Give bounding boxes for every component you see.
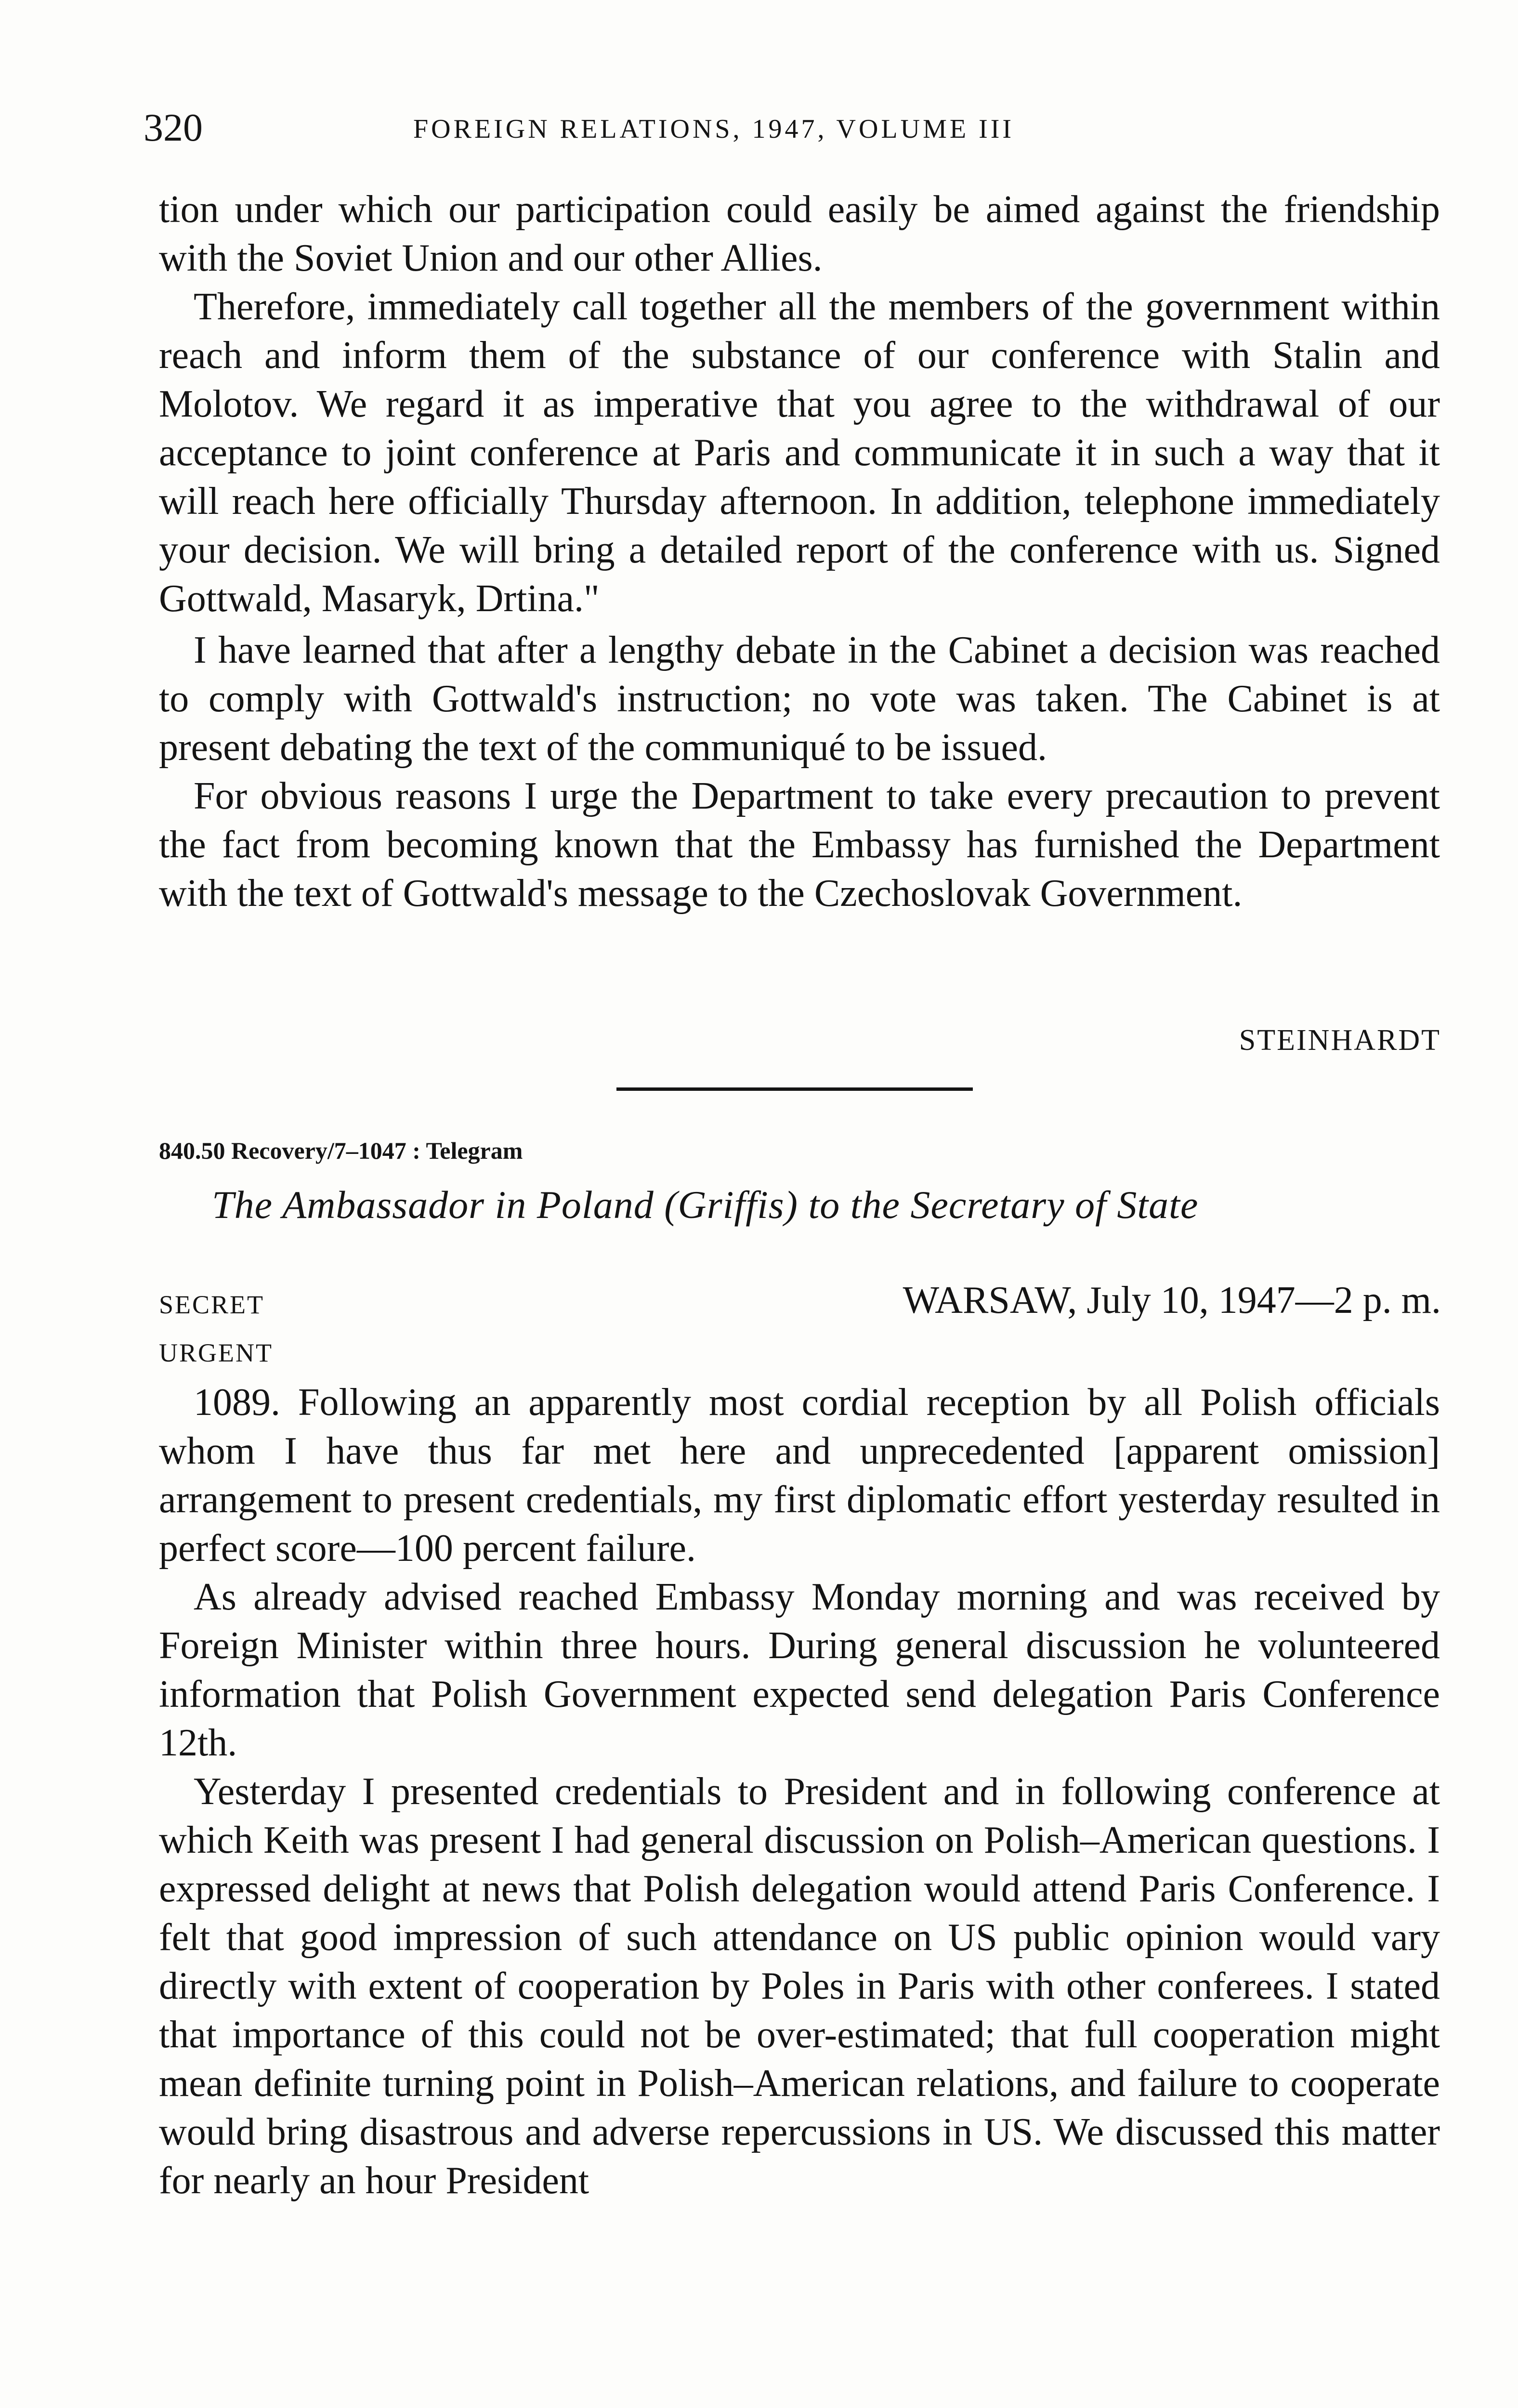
- file-reference: 840.50 Recovery/7–1047 : Telegram: [159, 1137, 523, 1164]
- telegram-continuation: [159, 185, 1440, 623]
- telegram-body: [159, 1378, 1440, 2205]
- paragraph: 1089. Following an apparently most cordial reception by all Polish officials whom I have thus far met here and unprecedented [apparent omission] arrangement to present credentials, my first diplomatic effort yesterday resulted in perfect score—100 percent failure.: [159, 1381, 1440, 1570]
- page-header: [144, 105, 1444, 158]
- paragraph: As already advised reached Embassy Monday morning and was received by Foreign Minister within three hours. During general discussion he volunteered information that Polish Government expected send delegation Paris Conference 12th.: [159, 1576, 1440, 1764]
- paragraph: tion under which our participation could easily be aimed against the friendship with the Soviet Union and our other Allies.: [159, 188, 1440, 279]
- paragraph: I have learned that after a lengthy debate in the Cabinet a decision was reached to comply with Gottwald's instruction; no vote was taken. The Cabinet is at present debating the text of the communiqué to be issued.: [159, 629, 1440, 769]
- document-title: The Ambassador in Poland (Griffis) to the Secretary of State: [212, 1183, 1199, 1227]
- section-divider: [616, 1087, 973, 1091]
- paragraph: For obvious reasons I urge the Department to take every precaution to prevent the fact from becoming known that the Embassy has furnished the Department with the text of Gottwald's message to the Czechoslovak Government.: [159, 775, 1440, 915]
- paragraph: Therefore, immediately call together all the members of the government within reach and inform them of the substance of our conference with Stalin and Molotov. We regard it as imperative that you agree to the withdrawal of our acceptance to joint conference at Paris and communicate it in such a way that it will reach here officially Thursday afternoon. In addition, telephone immediately your decision. We will bring a detailed report of the conference with us. Signed Gottwald, Masaryk, Drtina.": [159, 286, 1440, 620]
- classification-urgent: URGENT: [159, 1338, 273, 1367]
- paragraph: Yesterday I presented credentials to President and in following conference at which Keith was present I had general discussion on Polish–American questions. I expressed delight at news that Polish delegation would attend Paris Conference. I felt that good impression of such attendance on US public opinion would vary directly with extent of cooperation by Poles in Paris with other conferees. I stated that importance of this could not be over-estimated; that full cooperation might mean definite turning point in Polish–American relations, and failure to cooperate would bring disastrous and adverse repercussions in US. We discussed this matter for nearly an hour President: [159, 1770, 1440, 2202]
- ambassador-commentary: [159, 626, 1440, 918]
- dateline: WARSAW, July 10, 1947—2 p. m.: [903, 1279, 1441, 1322]
- page-number: 320: [144, 105, 203, 149]
- classification-secret: SECRET: [159, 1290, 265, 1319]
- running-head: FOREIGN RELATIONS, 1947, VOLUME III: [413, 114, 1015, 144]
- signature: STEINHARDT: [1239, 1024, 1441, 1057]
